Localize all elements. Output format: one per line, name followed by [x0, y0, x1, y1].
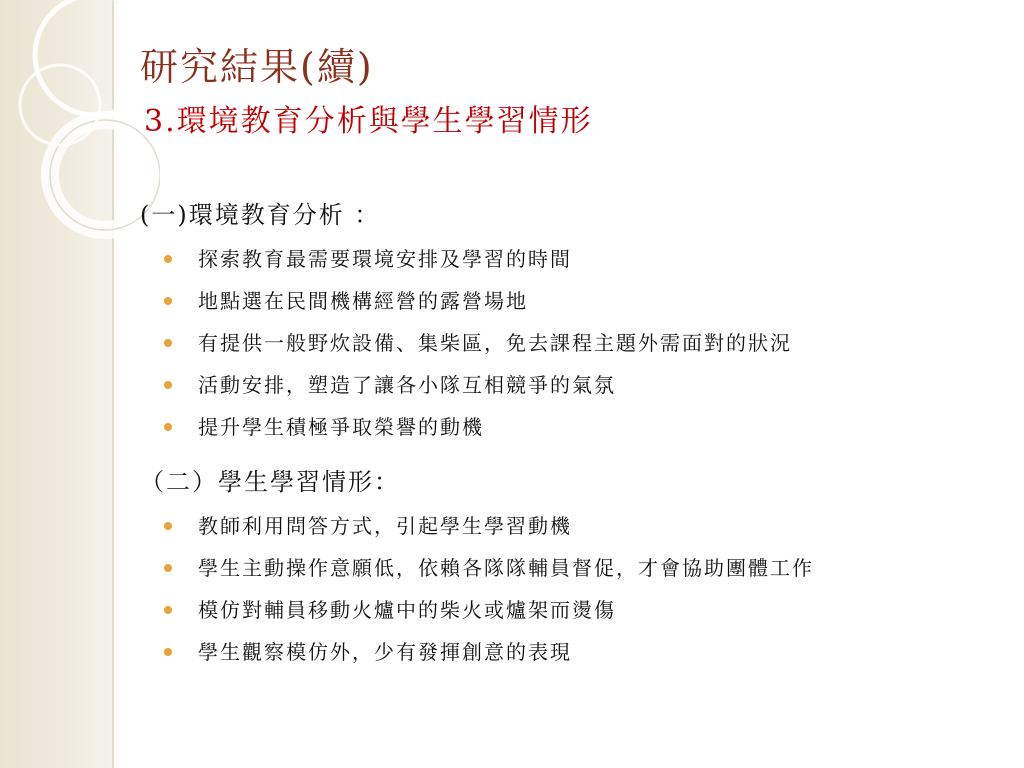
section-heading-environment: (一)環境教育分析 ：	[140, 201, 381, 229]
list-item	[160, 505, 814, 547]
list-item	[160, 631, 814, 673]
list-item-text: 有提供一般野炊設備、集柴區，免去課程主題外需面對的狀況	[198, 331, 792, 355]
list-item	[160, 322, 792, 364]
section-heading-learning: （二）學生學習情形：	[140, 468, 400, 496]
list-item	[160, 589, 814, 631]
list-item	[160, 406, 792, 448]
bullet-icon	[164, 381, 172, 389]
list-item	[160, 364, 792, 406]
list-item	[160, 280, 792, 322]
list-item-text: 教師利用問答方式，引起學生學習動機	[198, 514, 572, 538]
bullet-icon	[164, 606, 172, 614]
environment-analysis-list	[160, 238, 792, 448]
bullet-icon	[164, 648, 172, 656]
slide-title: 研究結果(續)	[140, 45, 374, 89]
list-item-text: 地點選在民間機構經營的露營場地	[198, 289, 528, 313]
slide-subtitle: 3.環境教育分析與學生學習情形	[144, 104, 593, 139]
decorative-rings	[0, 0, 160, 250]
list-item	[160, 547, 814, 589]
list-item	[160, 238, 792, 280]
list-item-text: 模仿對輔員移動火爐中的柴火或爐架而燙傷	[198, 598, 616, 622]
bullet-icon	[164, 522, 172, 530]
bullet-icon	[164, 255, 172, 263]
list-item-text: 學生主動操作意願低，依賴各隊隊輔員督促，才會協助團體工作	[198, 556, 814, 580]
list-item-text: 提升學生積極爭取榮譽的動機	[198, 415, 484, 439]
bullet-icon	[164, 339, 172, 347]
list-item-text: 學生觀察模仿外，少有發揮創意的表現	[198, 640, 572, 664]
bullet-icon	[164, 423, 172, 431]
student-learning-list	[160, 505, 814, 673]
list-item-text: 探索教育最需要環境安排及學習的時間	[198, 247, 572, 271]
list-item-text: 活動安排，塑造了讓各小隊互相競爭的氣氛	[198, 373, 616, 397]
bullet-icon	[164, 564, 172, 572]
bullet-icon	[164, 297, 172, 305]
